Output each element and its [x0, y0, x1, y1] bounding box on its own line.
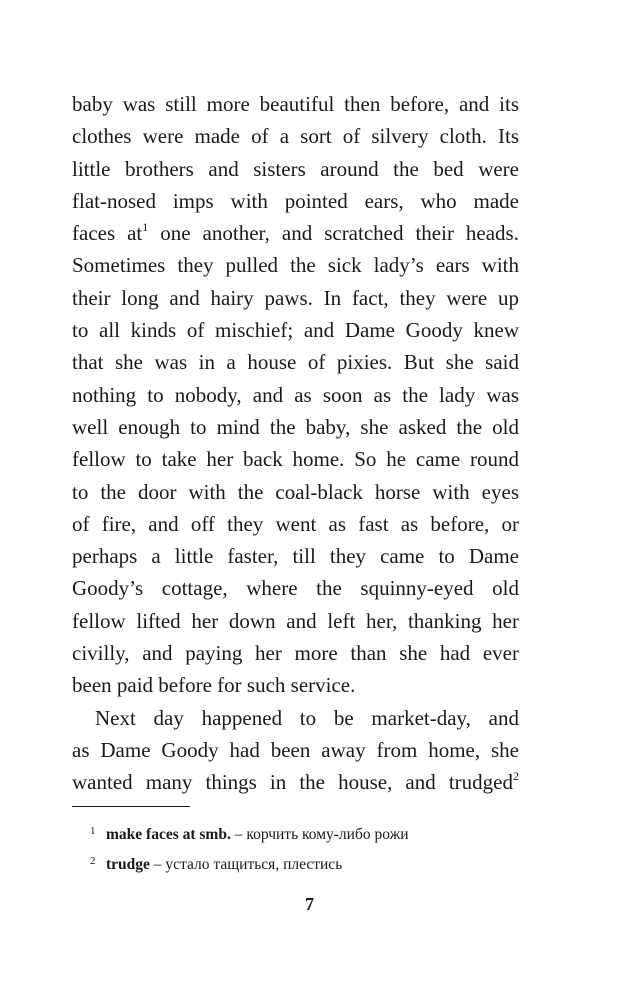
text-line: clothes were made of a sort of silvery cloth. Its — [72, 124, 519, 149]
paragraph-1 — [72, 88, 519, 702]
text-line — [72, 217, 519, 249]
page-number: 7 — [305, 894, 314, 914]
footnote-mark-2: 2 — [513, 769, 519, 784]
footnote-translation: – устало тащиться, плестись — [149, 856, 343, 873]
footnote-mark-1: 1 — [142, 220, 149, 235]
text-line: civilly, and paying her more than she had ever — [72, 641, 519, 666]
text-line: fellow to take her back home. So he came round — [72, 447, 519, 472]
text-line: Next day happened to be market-day, and — [95, 705, 519, 730]
text-line: been paid before for such service. — [72, 673, 356, 698]
text-fragment: one another, and scratched their heads. — [148, 221, 519, 246]
paragraph-2 — [72, 702, 519, 799]
text-line: of fire, and off they went as fast as before, or — [72, 511, 519, 536]
footnote-1 — [90, 818, 530, 848]
footnote-divider — [72, 806, 190, 807]
text-line: that she was in a house of pixies. But she said — [72, 350, 519, 375]
text-line: to the door with the coal-black horse with eyes — [72, 479, 519, 504]
text-line: to all kinds of mischief; and Dame Goody knew — [72, 318, 519, 343]
text-fragment: wanted many things in the house, and trudged — [72, 770, 513, 795]
text-line: perhaps a little faster, till they came to Dame — [72, 544, 519, 569]
text-line: as Dame Goody had been away from home, she — [72, 737, 519, 762]
footnote-term: trudge — [106, 856, 150, 873]
footnote-number: 2 — [90, 855, 96, 867]
text-line: nothing to nobody, and as soon as the lady was — [72, 382, 519, 407]
text-line: Sometimes they pulled the sick lady’s ears with — [72, 253, 519, 278]
text-line: little brothers and sisters around the bed were — [72, 156, 519, 181]
page-body — [72, 88, 519, 799]
text-line: baby was still more beautiful then before, and its — [72, 92, 519, 116]
text-line — [72, 766, 519, 798]
footnotes — [90, 818, 530, 878]
text-line: well enough to mind the baby, she asked the old — [72, 414, 519, 439]
text-line: their long and hairy paws. In fact, they were up — [72, 285, 519, 310]
footnote-2 — [90, 848, 530, 878]
text-line: flat-nosed imps with pointed ears, who made — [72, 188, 519, 213]
text-line: Goody’s cottage, where the squinny-eyed old — [72, 576, 519, 601]
footnote-term: make faces at smb. — [106, 826, 231, 843]
footnote-number: 1 — [90, 825, 96, 837]
text-line: fellow lifted her down and left her, thanking her — [72, 608, 519, 633]
footnote-translation: – корчить кому-либо рожи — [230, 826, 409, 843]
text-fragment: faces at — [72, 221, 143, 246]
